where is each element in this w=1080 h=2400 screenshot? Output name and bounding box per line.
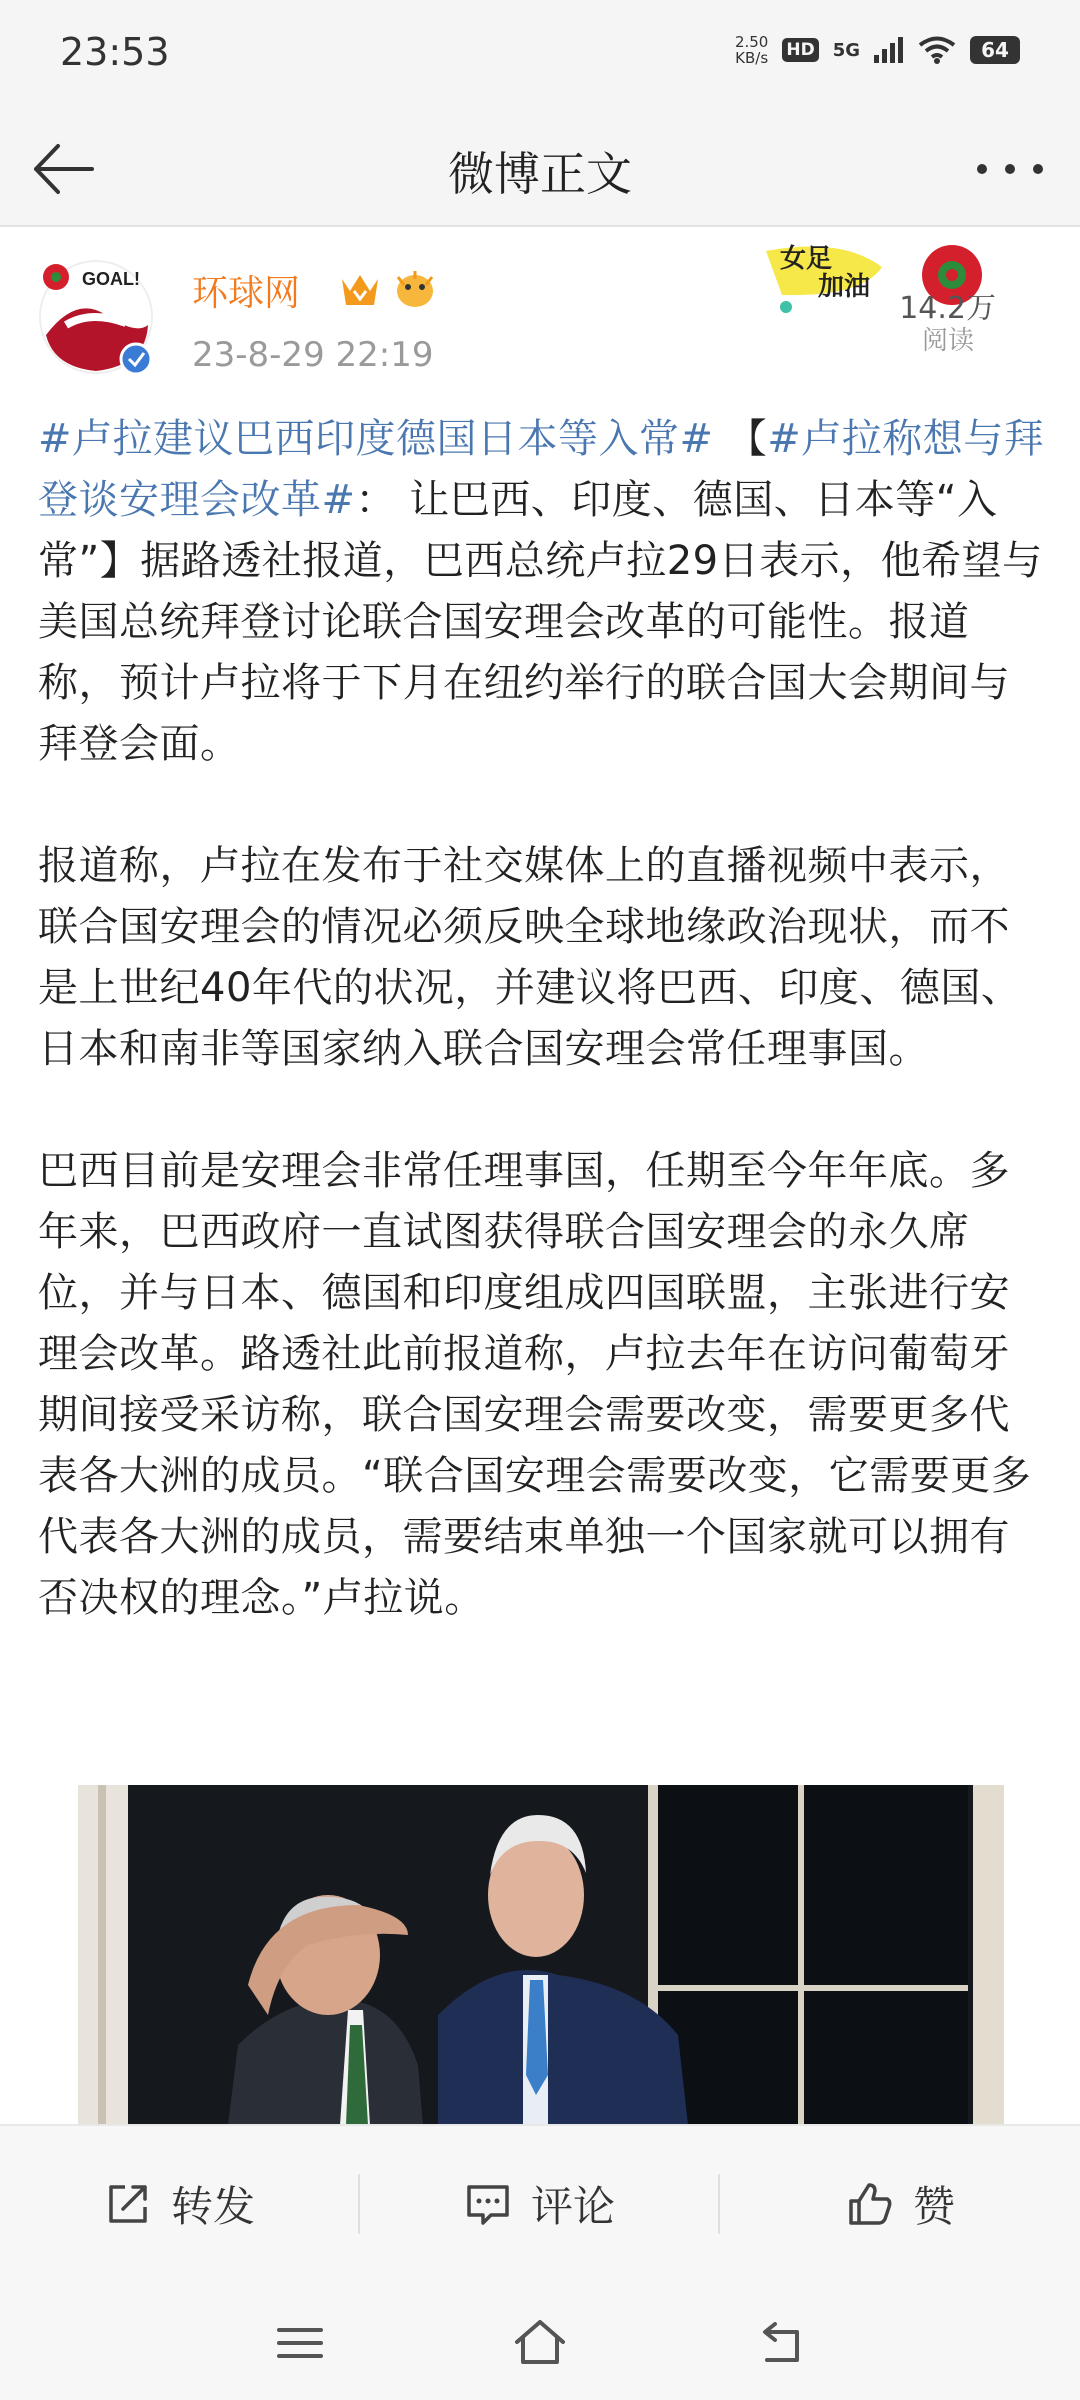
fish-emoji-icon: [390, 267, 440, 311]
weibo-post: [0, 227, 1080, 2124]
comment-icon: [463, 2179, 513, 2229]
repost-icon: [103, 2179, 153, 2229]
hashtag-link[interactable]: #卢拉称想与拜登谈安理会改革#: [38, 416, 1045, 523]
net-speed: [735, 34, 768, 66]
hashtag-link[interactable]: #卢拉建议巴西印度德国日本等入常#: [38, 416, 714, 462]
comment-button[interactable]: [360, 2126, 718, 2282]
more-dots-icon[interactable]: [970, 134, 1050, 204]
comment-label: 评论: [530, 2182, 615, 2231]
avatar-text: GOAL!: [82, 269, 140, 289]
page-title: 微博正文: [448, 147, 632, 201]
paragraph-1: [38, 409, 1048, 775]
post-timestamp: 23-8-29 22:19: [192, 335, 434, 375]
status-icons: [735, 34, 1020, 66]
like-label: 赞: [912, 2182, 955, 2231]
battery-icon: 64: [970, 36, 1020, 64]
paragraph-1-text: ： 让巴西、印度、德国、日本等“入常”】据路透社报道，巴西总统卢拉29日表示，他希望与美国总统拜登讨论联合国安理会改革的可能性。报道称，预计卢拉将于下月在纽约举行的联合国大会期间与拜登会面。: [38, 477, 1043, 767]
top-header: [0, 110, 1080, 227]
home-icon[interactable]: [513, 2316, 567, 2370]
like-button[interactable]: [720, 2126, 1080, 2282]
repost-button[interactable]: [0, 2126, 358, 2282]
username[interactable]: 环球网: [192, 273, 301, 314]
thumbs-up-icon: [845, 2179, 895, 2229]
net-speed-unit: KB/s: [735, 49, 769, 67]
system-nav-bar: [0, 2280, 1080, 2400]
wifi-icon: [918, 36, 956, 64]
status-time: 23:53: [60, 30, 170, 74]
read-label: 阅读: [921, 326, 974, 356]
signal-icon: [874, 37, 904, 63]
paragraph-3: 巴西目前是安理会非常任理事国，任期至今年年底。多年来，巴西政府一直试图获得联合国安理会的永久席位，并与日本、德国和印度组成四国联盟，主张进行安理会改革。路透社此前报道称，卢拉去年在访问葡萄牙期间接受采访称，联合国安理会需要改变，需要更多代表各大洲的成员。“联合国安理会需要改变，它需要更多代表各大洲的成员，需要结束单独一个国家就可以拥有否决权的理念。”卢拉说。: [38, 1148, 1032, 1621]
read-count: 14.2万: [899, 291, 996, 326]
paragraph-2: 报道称，卢拉在发布于社交媒体上的直播视频中表示，联合国安理会的情况必须反映全球地缘政治现状，而不是上世纪40年代的状况，并建议将巴西、印度、德国、日本和南非等国家纳入联合国安理会常任理事国。: [38, 843, 1022, 1072]
hd-icon: HD: [782, 38, 818, 62]
avatar[interactable]: [36, 255, 156, 375]
bracket-open: 【: [713, 416, 768, 462]
sticker-text-1: 女足: [780, 243, 833, 273]
menu-icon[interactable]: [273, 2316, 327, 2370]
action-bar: [0, 2124, 1080, 2282]
post-content: [38, 409, 1048, 1690]
repost-label: 转发: [170, 2182, 255, 2231]
net-speed-value: 2.50: [734, 33, 769, 51]
sticker-text-2: 加油: [818, 271, 871, 301]
vip-crown-icon: [338, 269, 382, 309]
post-photo[interactable]: [78, 1785, 1004, 2124]
back-nav-icon[interactable]: [753, 2316, 807, 2370]
status-bar: [0, 0, 1080, 110]
network-type: 5G: [832, 39, 860, 61]
